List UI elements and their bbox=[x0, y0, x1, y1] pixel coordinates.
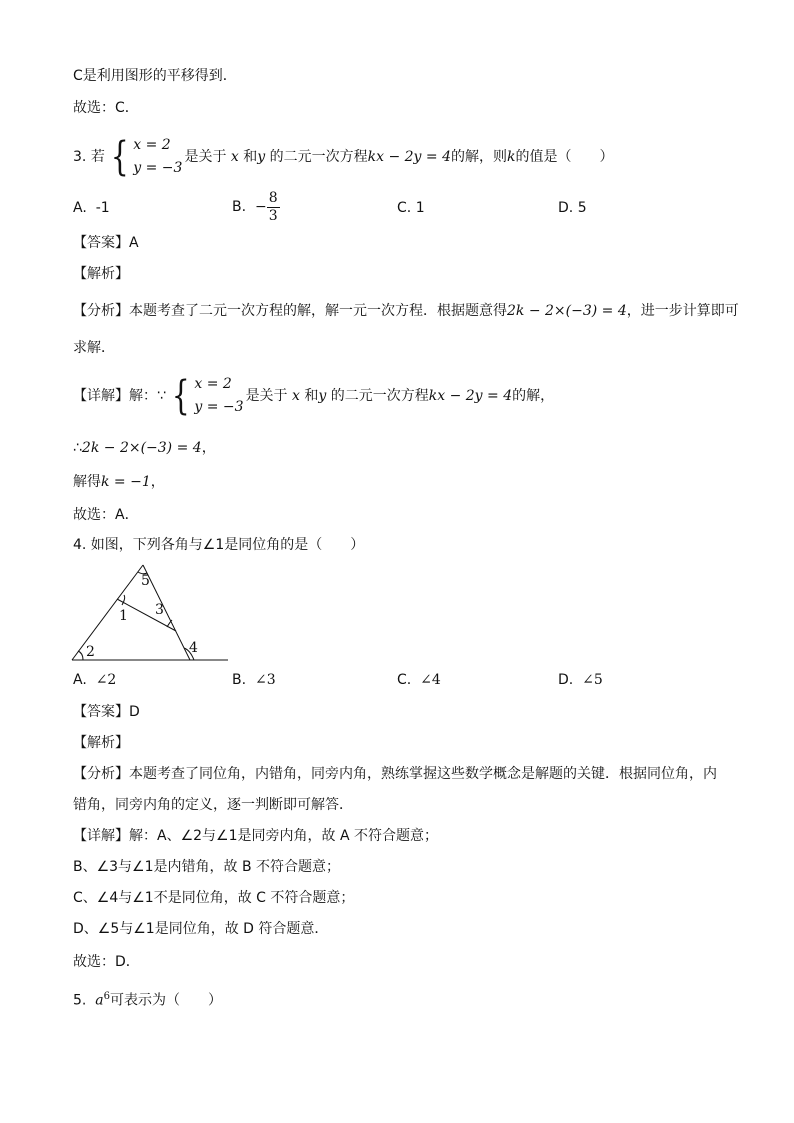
text: 解：∵ bbox=[129, 388, 166, 404]
q4-xiangjie-d: D、∠5与∠1是同位角，故 D 符合题意． bbox=[73, 921, 329, 937]
side-right bbox=[143, 565, 190, 660]
question-number: 3. bbox=[73, 149, 87, 165]
equation: kx − 2y = 4 bbox=[428, 388, 513, 404]
option-label: A. bbox=[73, 672, 87, 688]
option-label: A. bbox=[73, 200, 87, 216]
angle-label-1: 1 bbox=[119, 608, 128, 624]
text: 是关于 bbox=[245, 388, 288, 404]
minus-sign: − bbox=[254, 199, 267, 215]
q3-analysis-tag: 【解析】 bbox=[73, 266, 129, 282]
angle-figure bbox=[66, 558, 236, 668]
equation-system bbox=[107, 134, 183, 180]
text: 的二元一次方程 bbox=[269, 149, 368, 165]
question-5 bbox=[73, 987, 222, 1011]
angle-arc-3 bbox=[167, 620, 172, 627]
equation: 2k − 2×(−3) = 4 bbox=[507, 303, 627, 319]
q4-xiangjie-b: B、∠3与∠1是内错角，故 B 不符合题意； bbox=[73, 859, 341, 875]
text-line-1: C是利用图形的平移得到． bbox=[73, 68, 237, 84]
numerator: 8 bbox=[268, 189, 278, 206]
text: 是关于 bbox=[184, 149, 227, 165]
denominator: 3 bbox=[268, 207, 278, 224]
angle-arc-2 bbox=[78, 651, 83, 660]
text: 的值是（ ） bbox=[515, 149, 614, 165]
q4-option-b bbox=[232, 670, 276, 690]
equation-system bbox=[168, 373, 244, 419]
text: 解得 bbox=[73, 474, 101, 490]
angle-label-4: 4 bbox=[189, 640, 198, 656]
fraction bbox=[267, 190, 280, 225]
option-a bbox=[73, 198, 110, 218]
angle-label-3: 3 bbox=[155, 602, 164, 618]
var-x: x bbox=[230, 149, 239, 165]
brace-icon: { bbox=[110, 134, 129, 180]
option-label: B. bbox=[232, 672, 247, 688]
option-d bbox=[558, 198, 587, 218]
angle-label-5: 5 bbox=[141, 573, 150, 589]
q4-answer bbox=[73, 702, 140, 722]
text: 和 bbox=[243, 149, 258, 165]
system-eq2: y = −3 bbox=[194, 399, 244, 415]
q3-fenxi-cont: 求解． bbox=[73, 340, 115, 356]
q4-analysis-tag: 【解析】 bbox=[73, 735, 129, 751]
fenxi-tag: 【分析】 bbox=[73, 303, 129, 319]
equation: k = −1 bbox=[101, 474, 151, 490]
system-eq1: x = 2 bbox=[133, 137, 171, 153]
text: ， bbox=[150, 474, 165, 490]
var-k: k bbox=[507, 149, 516, 165]
equation: kx − 2y = 4 bbox=[367, 149, 452, 165]
option-c bbox=[397, 198, 425, 218]
text: 和 bbox=[304, 388, 319, 404]
option-value: ∠5 bbox=[582, 672, 603, 688]
text: 的解，则 bbox=[451, 149, 508, 165]
text-line-25: 故选：D． bbox=[73, 954, 140, 970]
option-label: C. bbox=[397, 672, 412, 688]
option-value: 5 bbox=[577, 200, 587, 216]
answer-tag: 【答案】 bbox=[73, 235, 129, 251]
q4-fenxi-line1: 【分析】本题考查了同位角，内错角，同旁内角，熟练掌握这些数学概念是解题的关键．根据同位角，内 bbox=[73, 766, 717, 782]
xiangjie-tag: 【详解】 bbox=[73, 388, 129, 404]
q4-fenxi-line2: 错角，同旁内角的定义，逐一判断即可解答． bbox=[73, 797, 353, 813]
answer-value: D bbox=[129, 704, 140, 720]
therefore-symbol: ∴ bbox=[73, 440, 82, 456]
brace-icon: { bbox=[171, 373, 190, 419]
text: 的二元一次方程 bbox=[330, 388, 429, 404]
q4-xiangjie-c: C、∠4与∠1不是同位角，故 C 不符合题意； bbox=[73, 890, 355, 906]
text: 可表示为（ ） bbox=[110, 992, 222, 1009]
q3-xiangjie bbox=[73, 373, 554, 419]
option-label: D. bbox=[558, 200, 574, 216]
q4-option-a bbox=[73, 670, 116, 690]
q4-option-c bbox=[397, 670, 441, 690]
option-label: D. bbox=[558, 672, 574, 688]
text: 若 bbox=[90, 149, 105, 165]
option-label: C. bbox=[397, 200, 412, 216]
q3-step2 bbox=[73, 472, 165, 492]
text: ，进一步计算即可 bbox=[626, 303, 739, 319]
question-4: 4. 如图，下列各角与∠1是同位角的是（ ） bbox=[73, 537, 365, 553]
power-exponent: 6 bbox=[103, 991, 110, 1002]
var-y: y bbox=[318, 388, 327, 404]
option-b bbox=[232, 188, 280, 226]
system-eq2: y = −3 bbox=[133, 160, 183, 176]
answer-tag: 【答案】 bbox=[73, 704, 129, 720]
question-number: 5. bbox=[73, 992, 87, 1009]
option-value: ∠4 bbox=[420, 672, 441, 688]
question-3 bbox=[73, 134, 614, 180]
text-line-2: 故选：C． bbox=[73, 100, 139, 116]
system-eq1: x = 2 bbox=[194, 376, 232, 392]
var-x: x bbox=[292, 388, 300, 404]
answer-value: A bbox=[129, 235, 139, 251]
option-label: B. bbox=[232, 199, 247, 215]
text: ， bbox=[201, 440, 216, 456]
var-y: y bbox=[257, 149, 266, 165]
text: 的解， bbox=[512, 388, 555, 404]
option-value: ∠3 bbox=[254, 672, 276, 688]
power-base: a bbox=[95, 992, 104, 1009]
q3-fenxi bbox=[73, 301, 739, 321]
q3-step1 bbox=[73, 438, 216, 458]
side-left bbox=[72, 565, 143, 660]
q4-option-d bbox=[558, 670, 603, 690]
option-value: 1 bbox=[415, 200, 425, 216]
equation: 2k − 2×(−3) = 4 bbox=[81, 440, 202, 456]
option-value: ∠2 bbox=[95, 672, 117, 688]
q3-answer bbox=[73, 233, 139, 253]
text: 本题考查了二元一次方程的解，解一元一次方程．根据题意得 bbox=[129, 303, 507, 319]
option-value: -1 bbox=[95, 200, 110, 216]
text-line-14: 故选：A． bbox=[73, 507, 139, 523]
q4-xiangjie-a: 【详解】解：A、∠2与∠1是同旁内角，故 A 不符合题意； bbox=[73, 828, 438, 844]
angle-label-2: 2 bbox=[86, 644, 95, 660]
